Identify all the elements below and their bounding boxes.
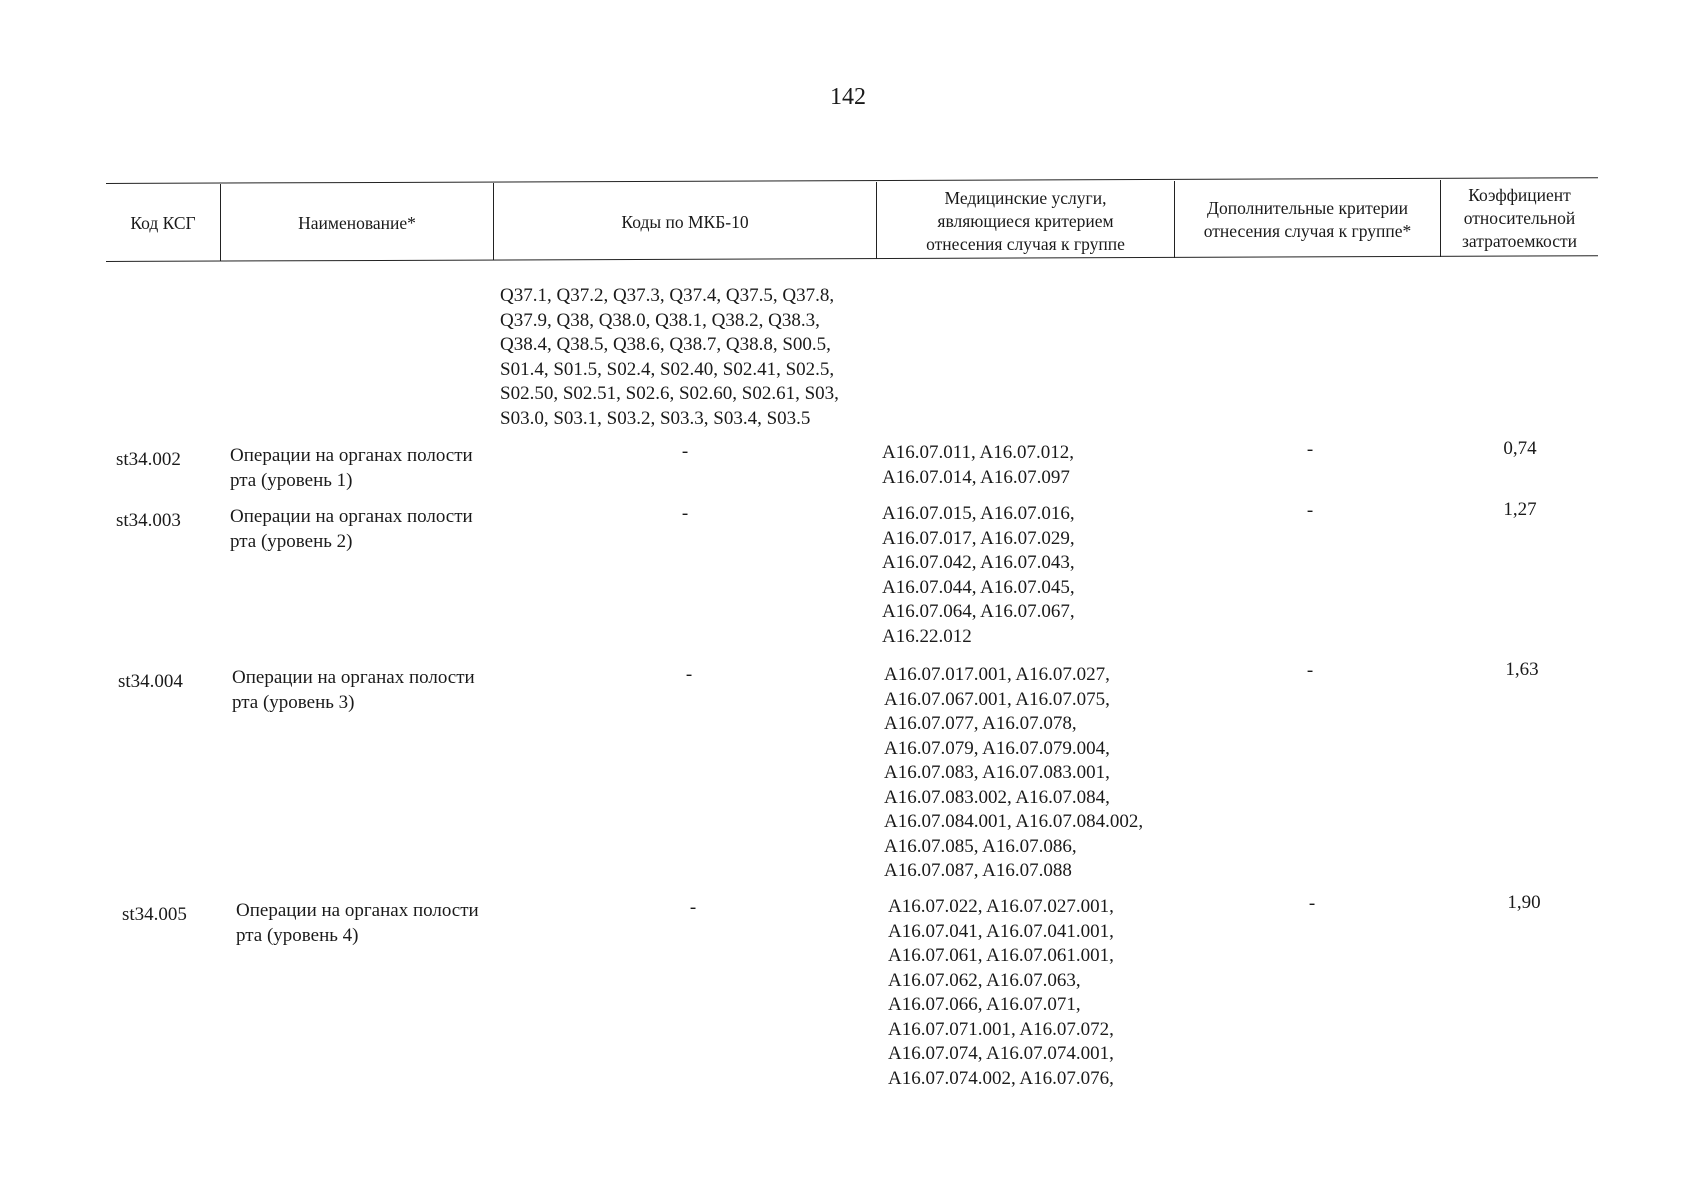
row-2-extra: -	[1306, 500, 1314, 521]
header-mkb: Коды по МКБ-10	[621, 211, 749, 232]
header-name: Наименование*	[298, 212, 416, 233]
header-services: Медицинские услуги, являющиеся критерием отнесения случая к группе	[926, 187, 1125, 254]
row-2-services: A16.07.015, A16.07.016, A16.07.017, A16.07.029, A16.07.042, A16.07.043, A16.07.044, A16.07.045, A16.07.064, A16.07.067, A16.22.012	[882, 503, 1075, 647]
row-3-services: A16.07.017.001, A16.07.027, A16.07.067.001, A16.07.075, A16.07.077, A16.07.078, A16.07.079, A16.07.079.004, A16.07.083, A16.07.083.001, A16.07.083.002, A16.07.084, A16.07.084.001, A16.07.084.002, A16.07.085, A16.07.086, A16.07.087, A16.07.088	[884, 664, 1144, 881]
row-3-name: Операции на органах полости рта (уровень 3)	[232, 667, 475, 713]
row-1-mkb: -	[681, 441, 689, 462]
row-4-mkb: -	[689, 897, 697, 918]
continuation-mkb: Q37.1, Q37.2, Q37.3, Q37.4, Q37.5, Q37.8, Q37.9, Q38, Q38.0, Q38.1, Q38.2, Q38.3, Q38.4, Q38.5, Q38.6, Q38.7, Q38.8, S00.5, S01.4, S01.5, S02.4, S02.40, S02.41, S02.5, S02.50, S02.51, S02.6, S02.60, S02.61, S03, S03.0, S03.1, S03.2, S03.3, S03.4, S03.5	[500, 285, 839, 429]
row-3-extra: -	[1306, 660, 1314, 681]
row-4-extra: -	[1308, 893, 1316, 914]
row-1-name: Операции на органах полости рта (уровень 1)	[230, 445, 473, 491]
header-extra: Дополнительные критерии отнесения случая к группе*	[1203, 198, 1412, 241]
header-code: Код КСГ	[130, 212, 196, 233]
header-coef: Коэффициент относительной затратоемкости	[1462, 184, 1577, 251]
row-3-code: st34.004	[118, 671, 183, 692]
row-4-code: st34.005	[122, 904, 187, 925]
row-1-coef: 0,74	[1503, 438, 1537, 459]
row-4-name: Операции на органах полости рта (уровень 4)	[236, 900, 479, 946]
row-3-mkb: -	[685, 664, 693, 685]
row-2-code: st34.003	[116, 510, 181, 531]
row-1-extra: -	[1306, 439, 1314, 460]
row-2-coef: 1,27	[1503, 499, 1537, 520]
page-number: 142	[830, 84, 866, 110]
row-2-mkb: -	[681, 503, 689, 524]
row-2-name: Операции на органах полости рта (уровень 2)	[230, 506, 473, 552]
row-4-services: A16.07.022, A16.07.027.001, A16.07.041, A16.07.041.001, A16.07.061, A16.07.061.001, A16.07.062, A16.07.063, A16.07.066, A16.07.071, A16.07.071.001, A16.07.072, A16.07.074, A16.07.074.001, A16.07.074.002, A16.07.076,	[888, 896, 1114, 1089]
row-1-services: A16.07.011, A16.07.012, A16.07.014, A16.07.097	[882, 442, 1074, 488]
row-1-code: st34.002	[116, 449, 181, 470]
row-3-coef: 1,63	[1505, 659, 1539, 680]
row-4-coef: 1,90	[1507, 892, 1541, 913]
